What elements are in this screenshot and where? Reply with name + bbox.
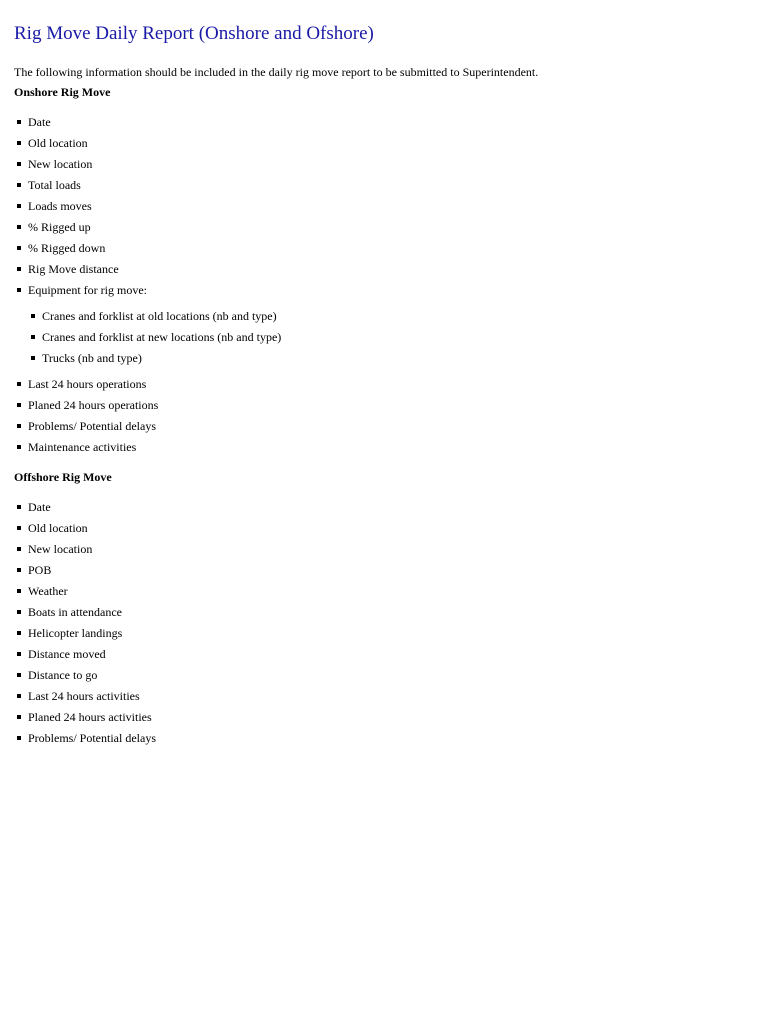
offshore-heading: Offshore Rig Move — [14, 470, 112, 484]
list-item — [14, 709, 754, 725]
list-item — [14, 604, 754, 620]
list-item-label: POB — [28, 563, 52, 577]
list-item-label: Helicopter landings — [28, 626, 123, 640]
bullet-square-icon — [17, 382, 21, 386]
list-item — [28, 308, 754, 324]
list-item — [14, 439, 754, 455]
list-item-label: New location — [28, 542, 93, 556]
list-item — [14, 282, 754, 298]
bullet-square-icon — [17, 267, 21, 271]
list-item-label: Date — [28, 115, 51, 129]
list-item-label: Date — [28, 500, 51, 514]
list-item-label: Trucks (nb and type) — [42, 351, 142, 365]
list-item-label: Old location — [28, 521, 88, 535]
list-item-label: Weather — [28, 584, 68, 598]
onshore-more-list — [14, 376, 754, 455]
bullet-square-icon — [17, 445, 21, 449]
list-item-label: Cranes and forklist at new locations (nb and type) — [42, 330, 282, 344]
list-item-label: Planed 24 hours operations — [28, 398, 159, 412]
bullet-square-icon — [17, 694, 21, 698]
bullet-square-icon — [17, 526, 21, 530]
bullet-square-icon — [31, 314, 35, 318]
list-item-label: Distance to go — [28, 668, 98, 682]
list-item-label: Problems/ Potential delays — [28, 419, 156, 433]
list-item-label: Problems/ Potential delays — [28, 731, 156, 745]
list-item — [14, 376, 754, 392]
bullet-square-icon — [17, 652, 21, 656]
list-item — [14, 177, 754, 193]
page-title: Rig Move Daily Report (Onshore and Ofshore) — [14, 23, 374, 44]
list-item — [14, 625, 754, 641]
list-item-label: Rig Move distance — [28, 262, 119, 276]
list-item — [14, 418, 754, 434]
onshore-heading: Onshore Rig Move — [14, 85, 111, 99]
list-item-label: % Rigged up — [28, 220, 91, 234]
list-item-label: Total loads — [28, 178, 81, 192]
bullet-square-icon — [17, 424, 21, 428]
bullet-square-icon — [31, 356, 35, 360]
list-item-label: Equipment for rig move: — [28, 283, 147, 297]
bullet-square-icon — [17, 736, 21, 740]
bullet-square-icon — [17, 589, 21, 593]
list-item — [14, 261, 754, 277]
bullet-square-icon — [17, 162, 21, 166]
list-item-label: Cranes and forklist at old locations (nb and type) — [42, 309, 277, 323]
list-item — [14, 114, 754, 130]
bullet-square-icon — [31, 335, 35, 339]
list-item — [14, 240, 754, 256]
list-item — [14, 499, 754, 515]
equipment-sublist — [28, 308, 754, 366]
list-item — [28, 350, 754, 366]
bullet-square-icon — [17, 141, 21, 145]
bullet-square-icon — [17, 610, 21, 614]
list-item — [14, 198, 754, 214]
list-item — [14, 667, 754, 683]
list-item-label: Old location — [28, 136, 88, 150]
list-item-label: Planed 24 hours activities — [28, 710, 152, 724]
list-item — [14, 646, 754, 662]
bullet-square-icon — [17, 204, 21, 208]
offshore-list — [14, 499, 754, 746]
list-item — [14, 156, 754, 172]
bullet-square-icon — [17, 505, 21, 509]
intro-paragraph: The following information should be included in the daily rig move report to be submitted to Superintendent. — [14, 65, 539, 79]
list-item — [14, 688, 754, 704]
bullet-square-icon — [17, 568, 21, 572]
list-item-label: Loads moves — [28, 199, 92, 213]
list-item — [14, 541, 754, 557]
list-item — [14, 562, 754, 578]
list-item — [14, 397, 754, 413]
bullet-square-icon — [17, 631, 21, 635]
bullet-square-icon — [17, 183, 21, 187]
bullet-square-icon — [17, 246, 21, 250]
list-item — [14, 730, 754, 746]
list-item — [14, 583, 754, 599]
list-item-label: % Rigged down — [28, 241, 106, 255]
onshore-list — [14, 114, 754, 298]
bullet-square-icon — [17, 715, 21, 719]
list-item — [14, 219, 754, 235]
bullet-square-icon — [17, 225, 21, 229]
list-item-label: Last 24 hours operations — [28, 377, 147, 391]
list-item-label: Maintenance activities — [28, 440, 137, 454]
bullet-square-icon — [17, 673, 21, 677]
bullet-square-icon — [17, 288, 21, 292]
list-item-label: Last 24 hours activities — [28, 689, 140, 703]
bullet-square-icon — [17, 547, 21, 551]
list-item — [14, 135, 754, 151]
bullet-square-icon — [17, 403, 21, 407]
bullet-square-icon — [17, 120, 21, 124]
list-item — [14, 520, 754, 536]
list-item — [28, 329, 754, 345]
list-item-label: Distance moved — [28, 647, 106, 661]
list-item-label: New location — [28, 157, 93, 171]
list-item-label: Boats in attendance — [28, 605, 122, 619]
